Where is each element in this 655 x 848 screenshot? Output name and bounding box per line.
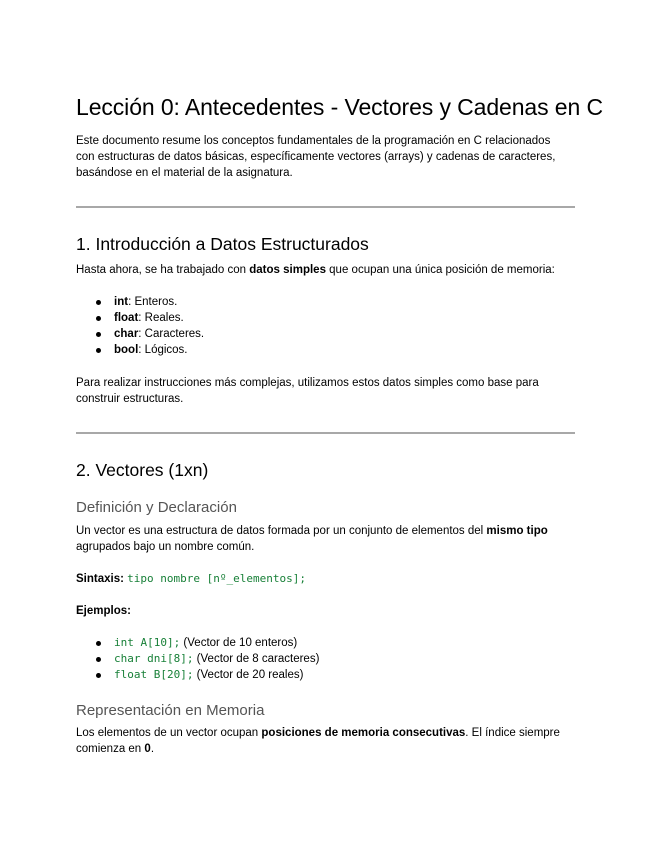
page-title: Lección 0: Antecedentes - Vectores y Cadenas en C: [76, 94, 603, 120]
list-item: [114, 310, 184, 326]
section-1-heading: 1. Introducción a Datos Estructurados: [76, 234, 369, 254]
section-1-paragraph-2-line-2: construir estructuras.: [76, 393, 184, 405]
syntax-label: Sintaxis:: [76, 573, 124, 585]
bullet-icon: [96, 348, 101, 353]
type-desc: : Enteros.: [128, 296, 178, 308]
intro-line-3: basándose en el material de la asignatura.: [76, 167, 293, 179]
text-run: .: [150, 743, 155, 755]
section-divider: [76, 432, 575, 434]
subheading-definition: Definición y Declaración: [76, 499, 237, 516]
bold-term: 0: [144, 743, 151, 755]
example-note: (Vector de 8 caracteres): [193, 653, 320, 665]
text-run: Hasta ahora, se ha trabajado con: [76, 264, 250, 276]
type-name: bool: [114, 344, 139, 356]
example-item: [114, 635, 297, 651]
list-item: [114, 342, 188, 358]
bold-term: datos simples: [249, 264, 326, 276]
examples-label-text: Ejemplos:: [76, 605, 131, 617]
example-note: (Vector de 20 reales): [193, 669, 304, 681]
example-item: [114, 651, 319, 667]
bold-term: posiciones de memoria consecutivas: [261, 727, 466, 739]
examples-label: [76, 603, 131, 619]
type-name: float: [114, 312, 139, 324]
intro-line-1: Este documento resume los conceptos fundamentales de la programación en C relacionados: [76, 135, 551, 147]
intro-line-2: con estructuras de datos básicas, específicamente vectores (arrays) y cadenas de caracteres,: [76, 151, 556, 163]
bullet-icon: [96, 673, 101, 678]
example-code: float B[20];: [114, 668, 194, 681]
section-1-paragraph-2-line-1: Para realizar instrucciones más complejas, utilizamos estos datos simples como base para: [76, 377, 539, 389]
bullet-icon: [96, 641, 101, 646]
list-item: [114, 294, 177, 310]
syntax-code: tipo nombre [nº_elementos];: [127, 572, 306, 585]
type-desc: : Caracteres.: [138, 328, 205, 340]
bullet-icon: [96, 332, 101, 337]
section-2-heading: 2. Vectores (1xn): [76, 460, 209, 480]
bullet-icon: [96, 300, 101, 305]
syntax-line: [76, 571, 306, 587]
text-run: que ocupan una única posición de memoria:: [325, 264, 555, 276]
example-item: [114, 667, 303, 683]
subheading-memory: Representación en Memoria: [76, 702, 265, 719]
type-desc: : Lógicos.: [138, 344, 188, 356]
memory-line-2: [76, 741, 154, 757]
text-run: Un vector es una estructura de datos formada por un conjunto de elementos del: [76, 525, 487, 537]
type-name: int: [114, 296, 129, 308]
example-code: char dni[8];: [114, 652, 194, 665]
bullet-icon: [96, 657, 101, 662]
section-divider: [76, 206, 575, 208]
bullet-icon: [96, 316, 101, 321]
example-code: int A[10];: [114, 636, 181, 649]
bold-term: mismo tipo: [486, 525, 548, 537]
definition-line-2: agrupados bajo un nombre común.: [76, 541, 255, 553]
example-note: (Vector de 10 enteros): [180, 637, 298, 649]
type-name: char: [114, 328, 139, 340]
text-run: comienza en: [76, 743, 145, 755]
type-desc: : Reales.: [138, 312, 184, 324]
definition-line-1: [76, 523, 548, 539]
list-item: [114, 326, 204, 342]
text-run: Los elementos de un vector ocupan: [76, 727, 262, 739]
memory-line-1: [76, 725, 560, 741]
section-1-paragraph: [76, 262, 555, 278]
text-run: . El índice siempre: [465, 727, 560, 739]
